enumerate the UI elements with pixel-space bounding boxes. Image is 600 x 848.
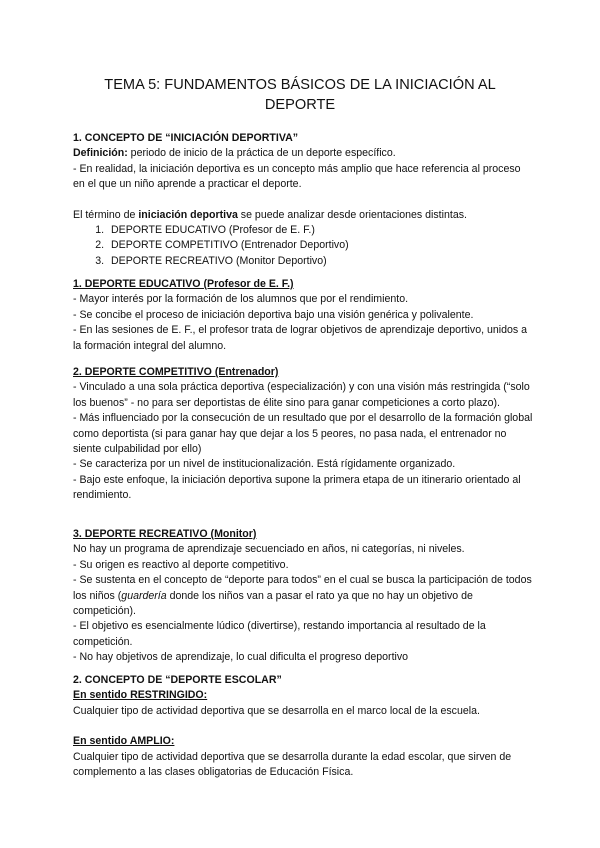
title-line-1: TEMA 5: FUNDAMENTOS BÁSICOS DE LA INICIACIÓN AL — [104, 77, 496, 93]
paragraph: - Se caracteriza por un nivel de institucionalización. Está rígidamente organizado. — [73, 458, 456, 471]
subheading-restringido: En sentido RESTRINGIDO: — [73, 689, 208, 702]
definition-label: Definición: — [73, 147, 128, 160]
list-item: 3. DEPORTE RECREATIVO (Monitor Deportivo) — [107, 254, 533, 269]
paragraph: No hay un programa de aprendizaje secuenciado en años, ni categorías, ni niveles. — [73, 543, 465, 556]
section-heading: 2. CONCEPTO DE “DEPORTE ESCOLAR” — [73, 674, 282, 686]
text-a: - Se sustenta en el concepto de “deporte para todos” en el cual se busca la participación de todos los niños ( — [73, 574, 532, 602]
paragraph: Cualquier tipo de actividad deportiva que se desarrolla en el marco local de la escuela. — [73, 704, 480, 717]
section-recreativo — [73, 527, 533, 666]
intro-paragraph — [73, 208, 533, 223]
paragraph: - Más influenciado por la consecución de un resultado que por el desarrollo de la formación global como deportista (si para ganar hay que dejar a los 5 peores, no pasa nada, el entrenador no siente culpabilidad por ello) — [73, 412, 533, 456]
paragraph: - Vinculado a una sola práctica deportiva (especialización) y con una visión más restringida (“solo los buenos” - no para ser deportistas de élite sino para ganar competiciones a corto plazo). — [73, 381, 530, 409]
paragraph: - Se concibe el proceso de iniciación deportiva bajo una visión genérica y polivalente. — [73, 308, 474, 321]
paragraph: - En realidad, la iniciación deportiva es un concepto más amplio que hace referencia al proceso en el que un niño aprende a practicar el deporte. — [73, 162, 521, 191]
paragraph: Cualquier tipo de actividad deportiva que se desarrolla durante la edad escolar, que sirven de complemento a las clases obligatorias de Educación Física. — [73, 750, 512, 779]
list-item: 1. DEPORTE EDUCATIVO (Profesor de E. F.) — [107, 223, 533, 238]
list-item: 2. DEPORTE COMPETITIVO (Entrenador Deportivo) — [107, 238, 533, 253]
orientations-list — [73, 223, 533, 269]
section-heading: 3. DEPORTE RECREATIVO (Monitor) — [73, 528, 257, 540]
intro-text-bold: iniciación deportiva — [138, 208, 238, 221]
definition — [73, 146, 533, 161]
definition-text: periodo de inicio de la práctica de un deporte específico. — [127, 147, 396, 160]
text-c: donde los niños van a pasar el rato ya que no hay un objetivo de competición). — [73, 589, 473, 618]
italic-text: guardería — [121, 589, 167, 602]
section-heading: 2. DEPORTE COMPETITIVO (Entrenador) — [73, 366, 279, 378]
section-competitivo — [73, 365, 533, 504]
paragraph: - Mayor interés por la formación de los alumnos que por el rendimiento. — [73, 293, 409, 306]
section-heading: 1. CONCEPTO DE “INICIACIÓN DEPORTIVA” — [73, 132, 299, 144]
section-heading: 1. DEPORTE EDUCATIVO (Profesor de E. F.) — [73, 278, 294, 290]
paragraph: - El objetivo es esencialmente lúdico (divertirse), restando importancia al resultado de la competición. — [73, 620, 486, 648]
intro-text-a: El término de — [73, 208, 139, 221]
intro-text-c: se puede analizar desde orientaciones distintas. — [237, 208, 467, 221]
paragraph: - En las sesiones de E. F., el profesor trata de lograr objetivos de aprendizaje deportivo, unidos a la formación integral del alumno. — [73, 324, 528, 352]
section-iniciacion — [73, 131, 533, 269]
document-title — [70, 75, 530, 115]
subheading-amplio: En sentido AMPLIO: — [73, 735, 175, 748]
title-line-2: DEPORTE — [264, 97, 336, 113]
paragraph — [73, 573, 533, 619]
section-educativo — [73, 277, 533, 354]
paragraph: - No hay objetivos de aprendizaje, lo cual dificulta el progreso deportivo — [73, 651, 409, 664]
paragraph: - Su origen es reactivo al deporte competitivo. — [73, 558, 289, 571]
paragraph: - Bajo este enfoque, la iniciación deportiva supone la primera etapa de un itinerario orientado al rendimiento. — [73, 473, 521, 502]
section-deporte-escolar — [73, 673, 533, 780]
